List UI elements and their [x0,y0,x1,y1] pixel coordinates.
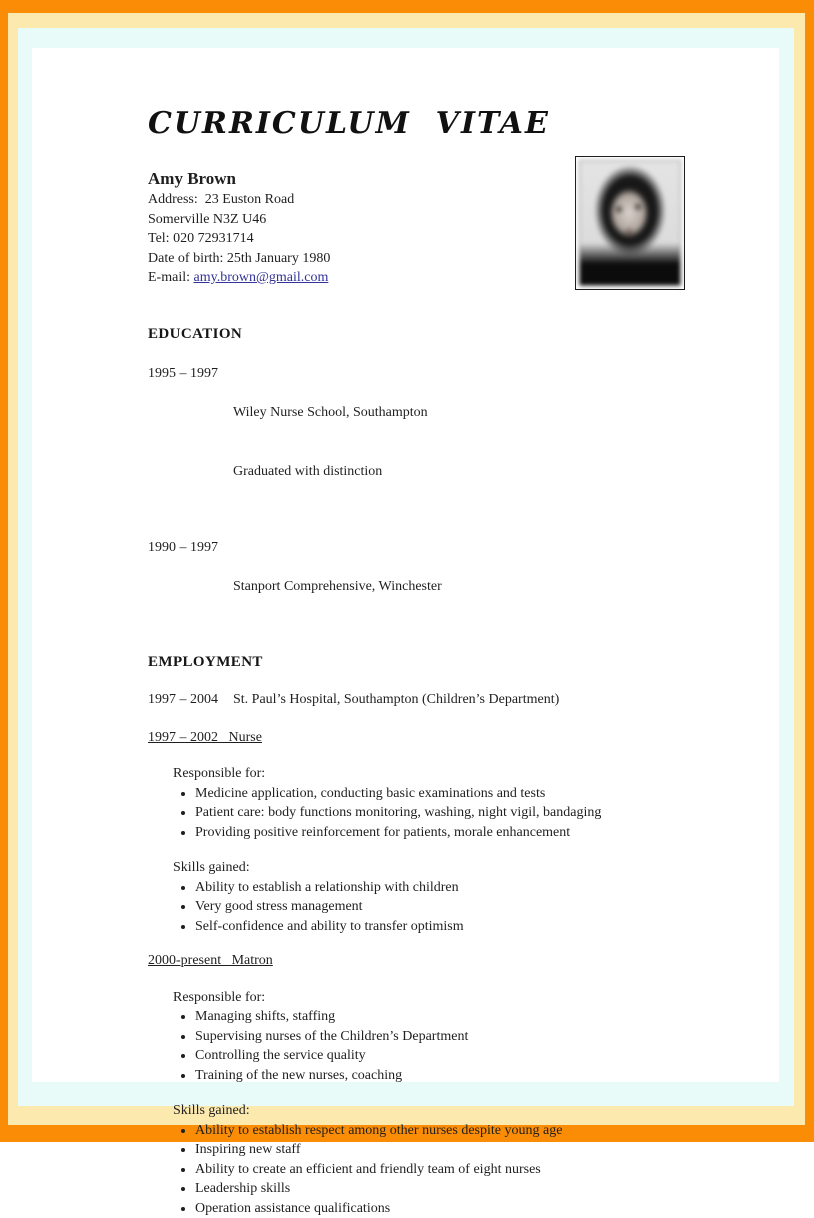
email-label: E-mail: [148,270,194,285]
job-detail-nurse [173,764,749,936]
education-school: Stanport Comprehensive, Winchester [233,577,442,597]
page-frame-cyan [18,28,794,1106]
job-title-matron: 2000-present Matron [148,951,749,971]
bullet-item: • Inspiring new staff [195,1140,749,1160]
cv-page [32,48,779,1082]
bullet-item: • Ability to create an efficient and friendly team of eight nurses [195,1160,749,1180]
bullet-item: • Medicine application, conducting basic examinations and tests [195,784,749,804]
employment-employer: St. Paul’s Hospital, Southampton (Children’s Department) [233,690,559,710]
education-entry [148,538,749,636]
responsibilities-list [173,1007,749,1085]
bullet-item: • Training of the new nurses, coaching [195,1066,749,1086]
responsible-for-label: Responsible for: [173,988,749,1008]
bullet-item: • Leadership skills [195,1179,749,1199]
bullet-item: • Operation assistance qualifications [195,1199,749,1218]
education-heading: EDUCATION [148,325,749,345]
responsibilities-list [173,784,749,843]
bullet-item: • Supervising nurses of the Children’s Department [195,1027,749,1047]
page-title: CURRICULUM VITAE [148,106,749,142]
skills-gained-label: Skills gained: [173,858,749,878]
responsible-for-label: Responsible for: [173,764,749,784]
education-dates: 1995 – 1997 [148,364,233,520]
bullet-item: • Controlling the service quality [195,1046,749,1066]
bullet-item: • Very good stress management [195,897,749,917]
address-line-1: Address: 23 Euston Road [148,190,749,210]
employment-dates: 1997 – 2004 [148,690,233,710]
cv-content [148,106,749,1218]
bullet-item: • Providing positive reinforcement for patients, morale enhancement [195,823,749,843]
bullet-item: • Managing shifts, staffing [195,1007,749,1027]
person-name: Amy Brown [148,167,749,190]
employment-summary [148,690,749,710]
bullet-item: • Ability to establish respect among other nurses despite young age [195,1121,749,1141]
telephone: Tel: 020 72931714 [148,229,749,249]
education-description [233,538,442,636]
skills-list [173,1121,749,1218]
bullet-item: • Patient care: body functions monitoring, washing, night vigil, bandaging [195,803,749,823]
job-detail-matron [173,988,749,1218]
email-line [148,268,749,288]
education-school: Wiley Nurse School, Southampton [233,403,428,423]
bullet-item: • Ability to establish a relationship with children [195,878,749,898]
job-title-nurse: 1997 – 2002 Nurse [148,728,749,748]
education-note: Graduated with distinction [233,462,428,482]
email-link[interactable]: amy.brown@gmail.com [194,270,329,285]
address-line-2: Somerville N3Z U46 [148,210,749,230]
date-of-birth: Date of birth: 25th January 1980 [148,249,749,269]
education-dates: 1990 – 1997 [148,538,233,636]
education-entry [148,364,749,520]
skills-gained-label: Skills gained: [173,1101,749,1121]
employment-heading: EMPLOYMENT [148,653,749,673]
education-description [233,364,428,520]
personal-details [148,167,749,288]
skills-list [173,878,749,937]
page-frame-cream [8,13,805,1125]
bullet-item: • Self-confidence and ability to transfer optimism [195,917,749,937]
